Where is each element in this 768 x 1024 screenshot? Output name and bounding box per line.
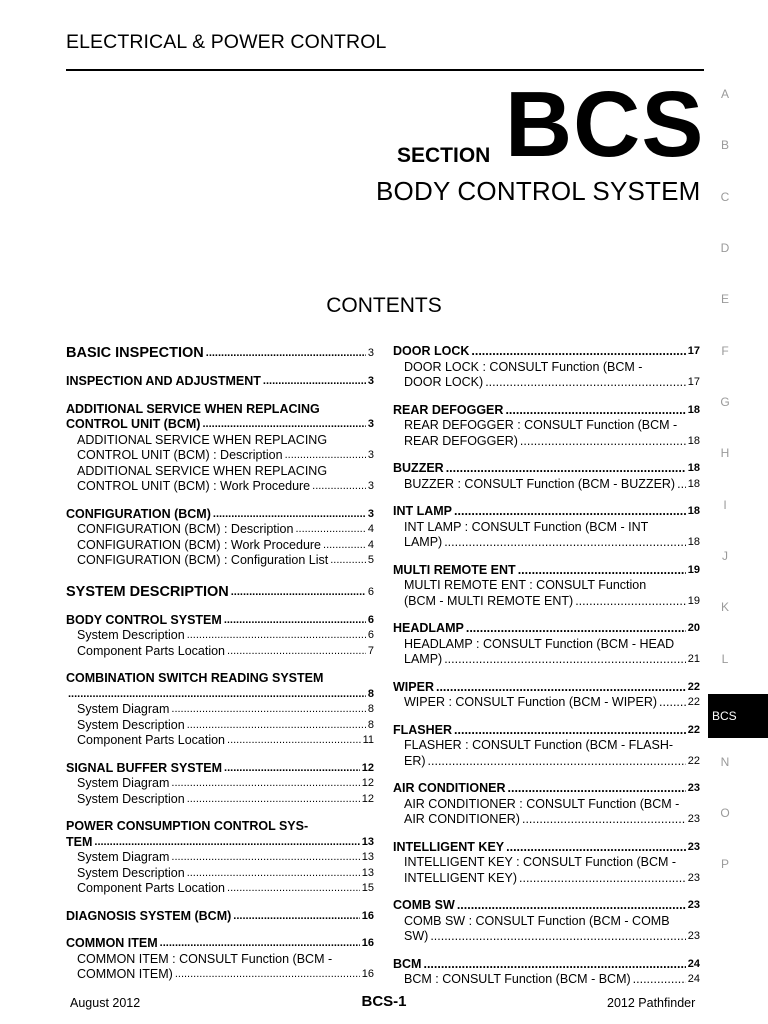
dot-leader (659, 695, 686, 711)
toc-left-column (66, 344, 374, 983)
dot-leader (171, 850, 359, 866)
toc-entry-text: INT LAMP (393, 504, 453, 518)
toc-entry[interactable] (66, 671, 374, 702)
dot-leader (312, 479, 366, 495)
toc-entry-text: System Diagram (77, 776, 170, 790)
section-word: SECTION (397, 144, 491, 167)
dot-leader (508, 781, 686, 797)
toc-entry[interactable] (66, 613, 374, 629)
toc-entry[interactable] (393, 403, 700, 419)
toc-page-number: 23 (687, 871, 700, 884)
toc-page-number: 22 (687, 696, 700, 708)
toc-page-number: 18 (687, 477, 700, 490)
toc-entry[interactable] (77, 553, 374, 569)
toc-entry-text: ADDITIONAL SERVICE WHEN REPLACING (77, 463, 328, 478)
toc-page-number: 23 (687, 813, 700, 825)
toc-entry[interactable] (77, 952, 374, 983)
toc-entry[interactable] (404, 914, 700, 945)
toc-entry[interactable] (66, 936, 374, 952)
dot-leader (94, 835, 359, 851)
footer-page-number: BCS-1 (361, 993, 407, 1010)
dot-leader (518, 563, 686, 579)
toc-entry[interactable] (66, 583, 374, 601)
toc-entry-text: HEADLAMP : CONSULT Function (BCM - HEAD (404, 636, 675, 651)
toc-page-number: 3 (367, 449, 374, 461)
toc-entry-text: DOOR LOCK) (404, 375, 484, 389)
toc-page-number: 18 (687, 462, 700, 474)
toc-entry[interactable] (77, 718, 374, 734)
dot-leader (227, 881, 360, 897)
toc-entry[interactable] (77, 850, 374, 866)
toc-entry-text: CONFIGURATION (BCM) : Work Procedure (77, 537, 322, 552)
toc-entry-text: ADDITIONAL SERVICE WHEN REPLACING (77, 432, 328, 447)
toc-entry-text: REAR DEFOGGER : CONSULT Function (BCM - (404, 418, 678, 432)
toc-page-number: 18 (687, 403, 700, 416)
toc-entry-text: MULTI REMOTE ENT : CONSULT Function (404, 578, 647, 592)
toc-right-column (393, 344, 700, 988)
toc-entry-text: SIGNAL BUFFER SYSTEM (66, 760, 223, 775)
toc-entry[interactable] (404, 637, 700, 668)
dot-leader (187, 628, 366, 644)
dot-leader (444, 535, 686, 551)
section-tabs (708, 0, 768, 1024)
dot-leader (423, 957, 685, 973)
toc-page-number: 15 (361, 882, 374, 894)
toc-entry-text: BODY CONTROL SYSTEM (66, 612, 222, 627)
toc-entry[interactable] (404, 695, 700, 711)
toc-entry-text: MULTI REMOTE ENT (393, 562, 516, 577)
dot-leader (202, 417, 365, 433)
toc-entry-text: COMMON ITEM : CONSULT Function (BCM - (77, 951, 333, 966)
toc-entry-text: INTELLIGENT KEY (393, 839, 505, 854)
header-rule (66, 69, 704, 71)
toc-page-number: 19 (687, 563, 700, 576)
dot-leader (68, 687, 366, 703)
dot-leader (520, 434, 686, 450)
toc-page-number: 22 (687, 754, 700, 767)
toc-entry[interactable] (404, 855, 700, 886)
toc-entry-text: Component Parts Location (77, 881, 226, 895)
toc-entry-text: Component Parts Location (77, 733, 226, 747)
toc-page-number: 22 (687, 680, 700, 693)
toc-entry[interactable] (393, 504, 700, 520)
toc-entry-text: System Description (77, 865, 185, 880)
section-tab-d[interactable]: D (720, 241, 730, 255)
toc-entry-text: COMMON ITEM) (77, 967, 173, 981)
toc-entry-text: FLASHER : CONSULT Function (BCM - FLASH- (404, 738, 674, 752)
dot-leader (187, 866, 360, 882)
toc-entry-text: System Diagram (77, 850, 170, 864)
section-tab-b[interactable]: B (720, 138, 729, 152)
toc-entry[interactable] (393, 461, 700, 477)
toc-page-number: 3 (367, 347, 374, 359)
dot-leader (522, 812, 686, 828)
toc-page-number: 6 (367, 629, 374, 641)
dot-leader (187, 718, 366, 734)
toc-entry-text: DIAGNOSIS SYSTEM (BCM) (66, 908, 232, 923)
toc-page-number: 4 (367, 538, 374, 551)
toc-entry-text: BASIC INSPECTION (66, 345, 204, 361)
toc-entry-text: FLASHER (393, 722, 453, 737)
toc-page-number: 24 (687, 957, 700, 970)
dot-leader (187, 792, 360, 808)
dot-leader (160, 936, 360, 952)
toc-page-number: 16 (361, 909, 374, 922)
toc-entry[interactable] (393, 680, 700, 696)
toc-entry-text: WIPER (393, 679, 434, 694)
toc-page-number: 11 (362, 734, 374, 746)
dot-leader (263, 374, 366, 390)
toc-page-number: 12 (361, 792, 374, 805)
toc-entry[interactable] (404, 520, 700, 551)
toc-entry[interactable] (77, 628, 374, 644)
toc-entry[interactable] (393, 344, 700, 360)
toc-page-number: 17 (687, 345, 700, 357)
toc-page-number: 23 (687, 840, 700, 853)
manual-header-title: ELECTRICAL & POWER CONTROL (66, 31, 387, 53)
toc-page-number: 3 (367, 507, 374, 520)
toc-entry-text: ER) (404, 753, 426, 768)
dot-leader (227, 644, 366, 660)
toc-entry[interactable] (77, 866, 374, 882)
toc-entry-text: TEM (66, 834, 93, 849)
toc-entry[interactable] (77, 733, 374, 749)
dot-leader (485, 375, 686, 391)
toc-entry-text: REAR DEFOGGER) (404, 433, 518, 448)
toc-entry[interactable] (393, 957, 700, 973)
toc-entry-text: DOOR LOCK (393, 344, 470, 358)
toc-entry[interactable] (77, 433, 374, 464)
section-tab-j[interactable]: J (722, 549, 728, 563)
toc-entry[interactable] (77, 702, 374, 718)
toc-page-number: 4 (367, 523, 374, 535)
toc-entry-text: System Description (77, 717, 185, 732)
toc-page-number: 3 (367, 480, 374, 492)
dot-leader (454, 504, 686, 520)
toc-entry-text: COMMON ITEM (66, 936, 158, 950)
dot-leader (444, 652, 686, 668)
toc-page-number: 18 (687, 536, 700, 548)
toc-entry-text: COMB SW (393, 898, 455, 912)
dot-leader (171, 702, 365, 718)
toc-page-number: 21 (687, 653, 700, 665)
toc-entry-text: INT LAMP : CONSULT Function (BCM - INT (404, 519, 649, 534)
toc-entry-text: AIR CONDITIONER (393, 781, 506, 795)
dot-leader (430, 929, 685, 945)
toc-entry[interactable] (77, 881, 374, 897)
section-tab-k[interactable]: K (720, 600, 729, 614)
toc-entry-text: WIPER : CONSULT Function (BCM - WIPER) (404, 695, 658, 709)
toc-entry[interactable] (404, 578, 700, 609)
toc-entry-text: BCM (393, 956, 422, 971)
section-tab-c[interactable]: C (720, 190, 730, 204)
toc-entry-text: Component Parts Location (77, 643, 226, 658)
toc-entry-text: ADDITIONAL SERVICE WHEN REPLACING (66, 401, 320, 416)
dot-leader (231, 583, 366, 601)
toc-entry-text: CONTROL UNIT (BCM) : Work Procedure (77, 479, 311, 493)
toc-entry-text: System Description (77, 791, 185, 806)
toc-entry[interactable] (393, 840, 700, 856)
toc-page-number: 3 (367, 418, 374, 430)
toc-entry[interactable] (77, 792, 374, 808)
toc-entry[interactable] (66, 344, 374, 362)
toc-page-number: 8 (367, 718, 374, 731)
toc-entry-text: POWER CONSUMPTION CONTROL SYS- (66, 819, 309, 833)
toc-page-number: 13 (361, 851, 374, 863)
toc-entry[interactable] (66, 507, 374, 523)
toc-entry[interactable] (66, 402, 374, 433)
section-tab-h[interactable]: H (720, 446, 730, 460)
toc-entry-text: System Diagram (77, 702, 170, 716)
dot-leader (457, 898, 686, 914)
toc-entry[interactable] (404, 360, 700, 391)
toc-entry[interactable] (393, 723, 700, 739)
dot-leader (233, 909, 359, 925)
dot-leader (519, 871, 686, 887)
dot-leader (466, 621, 686, 637)
footer-model: 2012 Pathfinder (607, 996, 696, 1010)
dot-leader (436, 680, 686, 696)
toc-entry-text: CONTROL UNIT (BCM) : Description (77, 448, 283, 462)
section-title: BODY CONTROL SYSTEM (376, 176, 701, 206)
toc-entry[interactable] (77, 464, 374, 495)
dot-leader (505, 403, 685, 419)
dot-leader (330, 553, 366, 569)
toc-entry[interactable] (77, 644, 374, 660)
toc-page-number: 5 (367, 554, 374, 566)
toc-entry-text: SYSTEM DESCRIPTION (66, 583, 229, 600)
toc-page-number: 7 (367, 644, 374, 657)
toc-page-number: 19 (687, 594, 700, 607)
toc-entry-text: INTELLIGENT KEY : CONSULT Function (BCM - (404, 855, 677, 869)
toc-entry-text: LAMP) (404, 535, 443, 549)
contents-heading: CONTENTS (326, 294, 442, 317)
toc-entry-text: AIR CONDITIONER) (404, 812, 520, 826)
toc-page-number: 17 (687, 376, 700, 388)
footer-date: August 2012 (70, 996, 141, 1010)
toc-entry[interactable] (404, 738, 700, 769)
dot-leader (677, 477, 686, 493)
toc-entry-text: DOOR LOCK : CONSULT Function (BCM - (404, 359, 643, 374)
toc-page-number: 13 (361, 835, 374, 848)
toc-entry[interactable] (393, 781, 700, 797)
toc-page-number: 3 (367, 375, 374, 387)
toc-page-number: 18 (687, 434, 700, 447)
toc-entry-text: CONTROL UNIT (BCM) (66, 417, 201, 431)
toc-page-number: 18 (687, 505, 700, 517)
toc-entry-text: COMB SW : CONSULT Function (BCM - COMB (404, 913, 670, 928)
toc-page-number: 12 (361, 777, 374, 789)
dot-leader (575, 594, 686, 610)
toc-entry[interactable] (404, 477, 700, 493)
dot-leader (171, 776, 359, 792)
toc-page-number: 22 (687, 723, 700, 736)
toc-entry[interactable] (66, 819, 374, 850)
dot-leader (227, 733, 361, 749)
toc-page-number: 24 (687, 973, 700, 985)
toc-page-number: 16 (361, 968, 374, 980)
toc-entry-text: System Description (77, 628, 185, 642)
toc-entry-text: (BCM - MULTI REMOTE ENT) (404, 593, 574, 608)
toc-entry-text: CONFIGURATION (BCM) : Configuration List (77, 553, 329, 567)
dot-leader (323, 538, 366, 554)
toc-entry[interactable] (66, 909, 374, 925)
toc-page-number: 23 (687, 782, 700, 794)
toc-page-number: 8 (367, 703, 374, 715)
toc-entry-text: BUZZER (393, 461, 444, 475)
dot-leader (295, 522, 365, 538)
toc-entry-text: INTELLIGENT KEY) (404, 870, 517, 885)
toc-page-number: 16 (361, 937, 374, 949)
dot-leader (285, 448, 366, 464)
section-tab-o[interactable]: O (720, 806, 730, 820)
toc-entry[interactable] (393, 898, 700, 914)
toc-entry[interactable] (404, 797, 700, 828)
toc-page-number: 12 (361, 761, 374, 774)
toc-entry-text: BUZZER : CONSULT Function (BCM - BUZZER) (404, 476, 676, 491)
section-tab-n[interactable]: N (720, 755, 730, 769)
dot-leader (446, 461, 686, 477)
toc-page-number: 13 (361, 866, 374, 879)
toc-entry-text: CONFIGURATION (BCM) (66, 506, 211, 521)
toc-entry[interactable] (66, 761, 374, 777)
toc-entry-text: BCM : CONSULT Function (BCM - BCM) (404, 972, 631, 986)
toc-page-number: 6 (367, 585, 374, 598)
toc-entry[interactable] (66, 374, 374, 390)
toc-entry[interactable] (77, 522, 374, 538)
toc-entry[interactable] (393, 563, 700, 579)
dot-leader (213, 507, 366, 523)
section-tab-i[interactable]: I (723, 498, 727, 512)
section-tab-f[interactable]: F (721, 344, 729, 358)
toc-entry[interactable] (404, 418, 700, 449)
dot-leader (224, 613, 366, 629)
toc-page-number: 23 (687, 899, 700, 911)
section-tab-l[interactable]: L (721, 652, 729, 666)
toc-entry[interactable] (77, 538, 374, 554)
dot-leader (206, 344, 366, 362)
section-tab-p[interactable]: P (720, 857, 729, 871)
section-tab-g[interactable]: G (720, 395, 730, 409)
section-tab-bcs[interactable]: BCS (708, 694, 768, 738)
toc-entry-text: REAR DEFOGGER (393, 402, 504, 417)
toc-entry-text: AIR CONDITIONER : CONSULT Function (BCM - (404, 796, 680, 811)
toc-entry[interactable] (77, 776, 374, 792)
toc-entry[interactable] (404, 972, 700, 988)
toc-entry-text: COMBINATION SWITCH READING SYSTEM (66, 671, 324, 685)
toc-page-number: 23 (687, 930, 700, 942)
section-code: BCS (505, 72, 705, 176)
toc-entry-text: SW) (404, 929, 429, 943)
toc-entry-text: HEADLAMP (393, 621, 464, 635)
toc-page-number: 20 (687, 622, 700, 634)
toc-page-number: 8 (367, 687, 374, 700)
dot-leader (454, 723, 686, 739)
toc-entry[interactable] (393, 621, 700, 637)
dot-leader (428, 754, 686, 770)
dot-leader (471, 344, 685, 360)
toc-entry-text: CONFIGURATION (BCM) : Description (77, 522, 294, 536)
toc-entry-text: INSPECTION AND ADJUSTMENT (66, 374, 261, 388)
toc-page-number: 6 (367, 613, 374, 626)
toc-entry-text: LAMP) (404, 652, 443, 666)
section-tab-e[interactable]: E (720, 292, 729, 306)
dot-leader (175, 967, 360, 983)
section-tab-a[interactable]: A (720, 87, 729, 101)
dot-leader (633, 972, 686, 988)
dot-leader (224, 761, 360, 777)
dot-leader (506, 840, 686, 856)
